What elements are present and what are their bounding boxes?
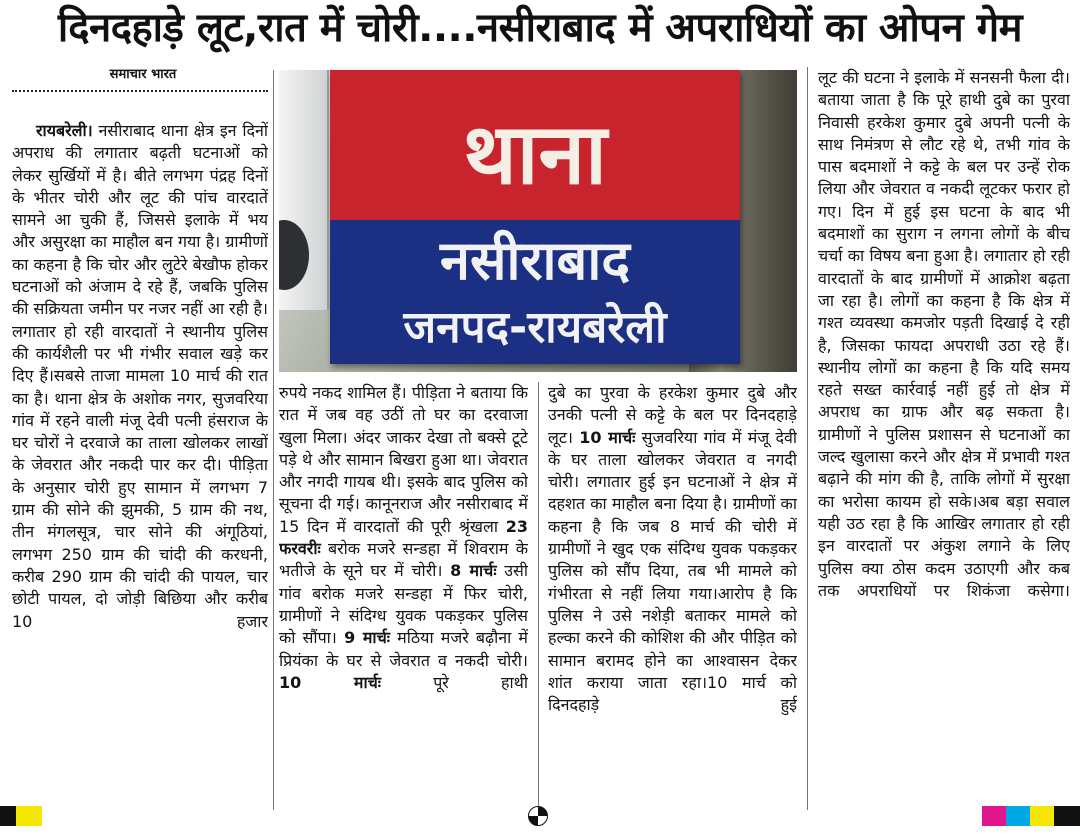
print-mark-magenta	[982, 806, 1006, 826]
print-mark-cyan	[1006, 806, 1030, 826]
column-2-text-e: पूरे हाथी	[381, 672, 528, 692]
column-3-text-b: सुजवरिया गांव में मंजू देवी के घर ताला खोलकर जेवरात व नगदी चोरी। लगातार हुई इन घटनाओं ने क्षेत्र में दहशत का माहौल बना दिया है। ग्रामीणों का कहना है कि जब 8 मार्च की चोरी में ग्रामीणों ने खुद एक संदिग्ध युवक पकड़कर पुलिस को सौंप दिया, तब भी मामले को गंभीरता से नहीं लिया गया।आरोप है कि पुलिस ने उसे नशेड़ी बताकर मामले को हल्का करने की कोशिश की और पीड़ित को सामान बरामद होने का आश्वासन देकर शांत कराया जाता रहा।10 मार्च को दिनदहाड़े हुई	[548, 427, 797, 715]
column-2-text-a: रुपये नकद शामिल हैं। पीड़िता ने बताया कि रात में जब वह उठीं तो घर का दरवाजा खुला मिला। अंदर जाकर देखा तो बक्से टूटे पड़े थे और सामान बिखरा हुआ था। जेवरात और नगदी गायब थी। इसके बाद पुलिस को सूचना दी गई। कानूनराज और नसीराबाद में 15 दिन में वारदातों की पूरी श्रृंखला	[279, 383, 528, 536]
column-2-text-d: मठिया मजरे बढ़ौना में प्रियंका के घर से जेवरात व नकदी चोरी।	[279, 628, 528, 670]
article-column-1	[12, 120, 268, 810]
signboard-district-text: जनपद-रायबरेली	[403, 302, 667, 353]
parked-car	[279, 70, 329, 310]
column-4-text: लूट की घटना ने इलाके में सनसनी फैला दी। बताया जाता है कि पूरे हाथी दुबे का पुरवा निवासी हरकेश कुमार दुबे अपनी पत्नी के साथ निमंत्रण से लौट रहे थे, तभी गांव के पास बदमाशों ने कट्टे के बल पर उन्हें रोक लिया और जेवरात व नकदी लूटकर फरार हो गए। दिन में हुई इस घटना के बाद भी बदमाशों का सुराग न लगना लोगों के बीच चर्चा का विषय बना हुआ है। लगातार हो रही वारदातों के बाद ग्रामीणों में आक्रोश बढ़ता जा रहा है। लोगों का कहना है कि क्षेत्र में गश्त व्यवस्था कमजोर पड़ती दिखाई दे रही है, जिसका फायदा अपराधी उठा रहे हैं। स्थानीय लोगों का कहना है कि यदि समय रहते सख्त कार्रवाई नहीं हुई तो क्षेत्र में अपराध का ग्राफ और बढ़ सकता है। ग्रामीणों ने पुलिस प्रशासन से घटनाओं का जल्द खुलासा करने और क्षेत्र में प्रभावी गश्त बढ़ाने की मांग की है, ताकि लोगों में सुरक्षा का भरोसा कायम हो सके।अब बड़ा सवाल यही उठ रहा है कि आखिर लगातार हो रही इन वारदातों पर अंकुश लगाने के लिए पुलिस क्या ठोस कदम उठाएगी और कब तक अपराधियों पर शिकंजा कसेगा।	[818, 68, 1070, 600]
column-divider-3	[807, 67, 808, 810]
article-column-3	[548, 382, 797, 810]
signboard-nasirabad-text: नसीराबाद	[439, 229, 631, 292]
article-column-4	[818, 67, 1070, 810]
column-2-text-b: बरोक मजरे सन्डहा में शिवराम के भतीजे के सूने घर में चोरी।	[279, 539, 528, 581]
registration-mark	[528, 806, 548, 826]
date-10-march-2: 10 मार्चः	[579, 427, 636, 447]
column-1-text: नसीराबाद थाना क्षेत्र इन दिनों अपराध की लगातार बढ़ती घटनाओं को लेकर सुर्खियों में है। बीते लगभग पंद्रह दिनों के भीतर चोरी और लूट की पांच वारदातें सामने आ चुकी हैं, जिससे इलाके में भय और असुरक्षा का माहौल बन गया है। ग्रामीणों का कहना है कि चोर और लुटेरे बेखौफ होकर घटनाओं को अंजाम दे रहे हैं, जबकि पुलिस की सक्रियता जमीन पर नजर नहीं आ रही है। लगातार हो रही वारदातों ने स्थानीय पुलिस की कार्यशैली पर भी गंभीर सवाल खड़े कर दिए हैं।सबसे ताजा मामला 10 मार्च की रात का है। थाना क्षेत्र के अशोक नगर, सुजवरिया गांव में रहने वाली मंजू देवी पत्नी हंसराज के घर चोरों ने दरवाजे का ताला खोलकर लाखों के जेवरात और नकदी पार कर दी। पीड़िता के अनुसार चोरी हुए सामान में लगभग 7 ग्राम की सोने की झुमकी, 5 ग्राम की नथ, तीन मंगलसूत्र, चार सोने की अंगूठियां, लगभग 250 ग्राम की चांदी की करधनी, करीब 290 ग्राम की चांदी की पायल, चार छोटी पायल, दो जोड़ी बिछिया और करीब 10 हजार	[12, 121, 268, 631]
headline: दिनदहाड़े लूट,रात में चोरी....नसीराबाद में अपराधियों का ओपन गेम	[57, 5, 1023, 51]
date-8-march: 8 मार्चः	[450, 561, 497, 581]
date-9-march: 9 मार्चः	[344, 628, 390, 648]
date-23-feb: 23 फरवरीः	[279, 516, 528, 559]
print-mark-black-left	[0, 806, 16, 826]
dateline: रायबरेली।	[36, 121, 93, 140]
car-wheel	[279, 220, 309, 290]
signboard-thana-text: थाना	[463, 105, 607, 203]
column-divider-1	[273, 70, 274, 810]
article-column-2	[279, 382, 528, 810]
byline-rule	[12, 90, 268, 92]
date-10-march: 10 मार्चः	[279, 672, 382, 692]
column-3-text-a: दुबे का पुरवा के हरकेश कुमार दुबे और उनकी पत्नी से कट्टे के बल पर दिनदहाड़े लूट।	[548, 383, 797, 447]
police-station-signboard	[330, 70, 740, 364]
print-mark-black-right	[1054, 806, 1080, 826]
print-mark-yellow	[16, 806, 42, 826]
byline: समाचार भारत	[109, 67, 177, 82]
column-divider-2	[538, 382, 539, 810]
column-2-text-c: उसी गांव बरोक मजरे सन्डहा में फिर चोरी, ग्रामीणों ने संदिग्ध युवक पकड़कर पुलिस को सौंपा।	[279, 561, 528, 648]
print-mark-yellow-right	[1030, 806, 1054, 826]
